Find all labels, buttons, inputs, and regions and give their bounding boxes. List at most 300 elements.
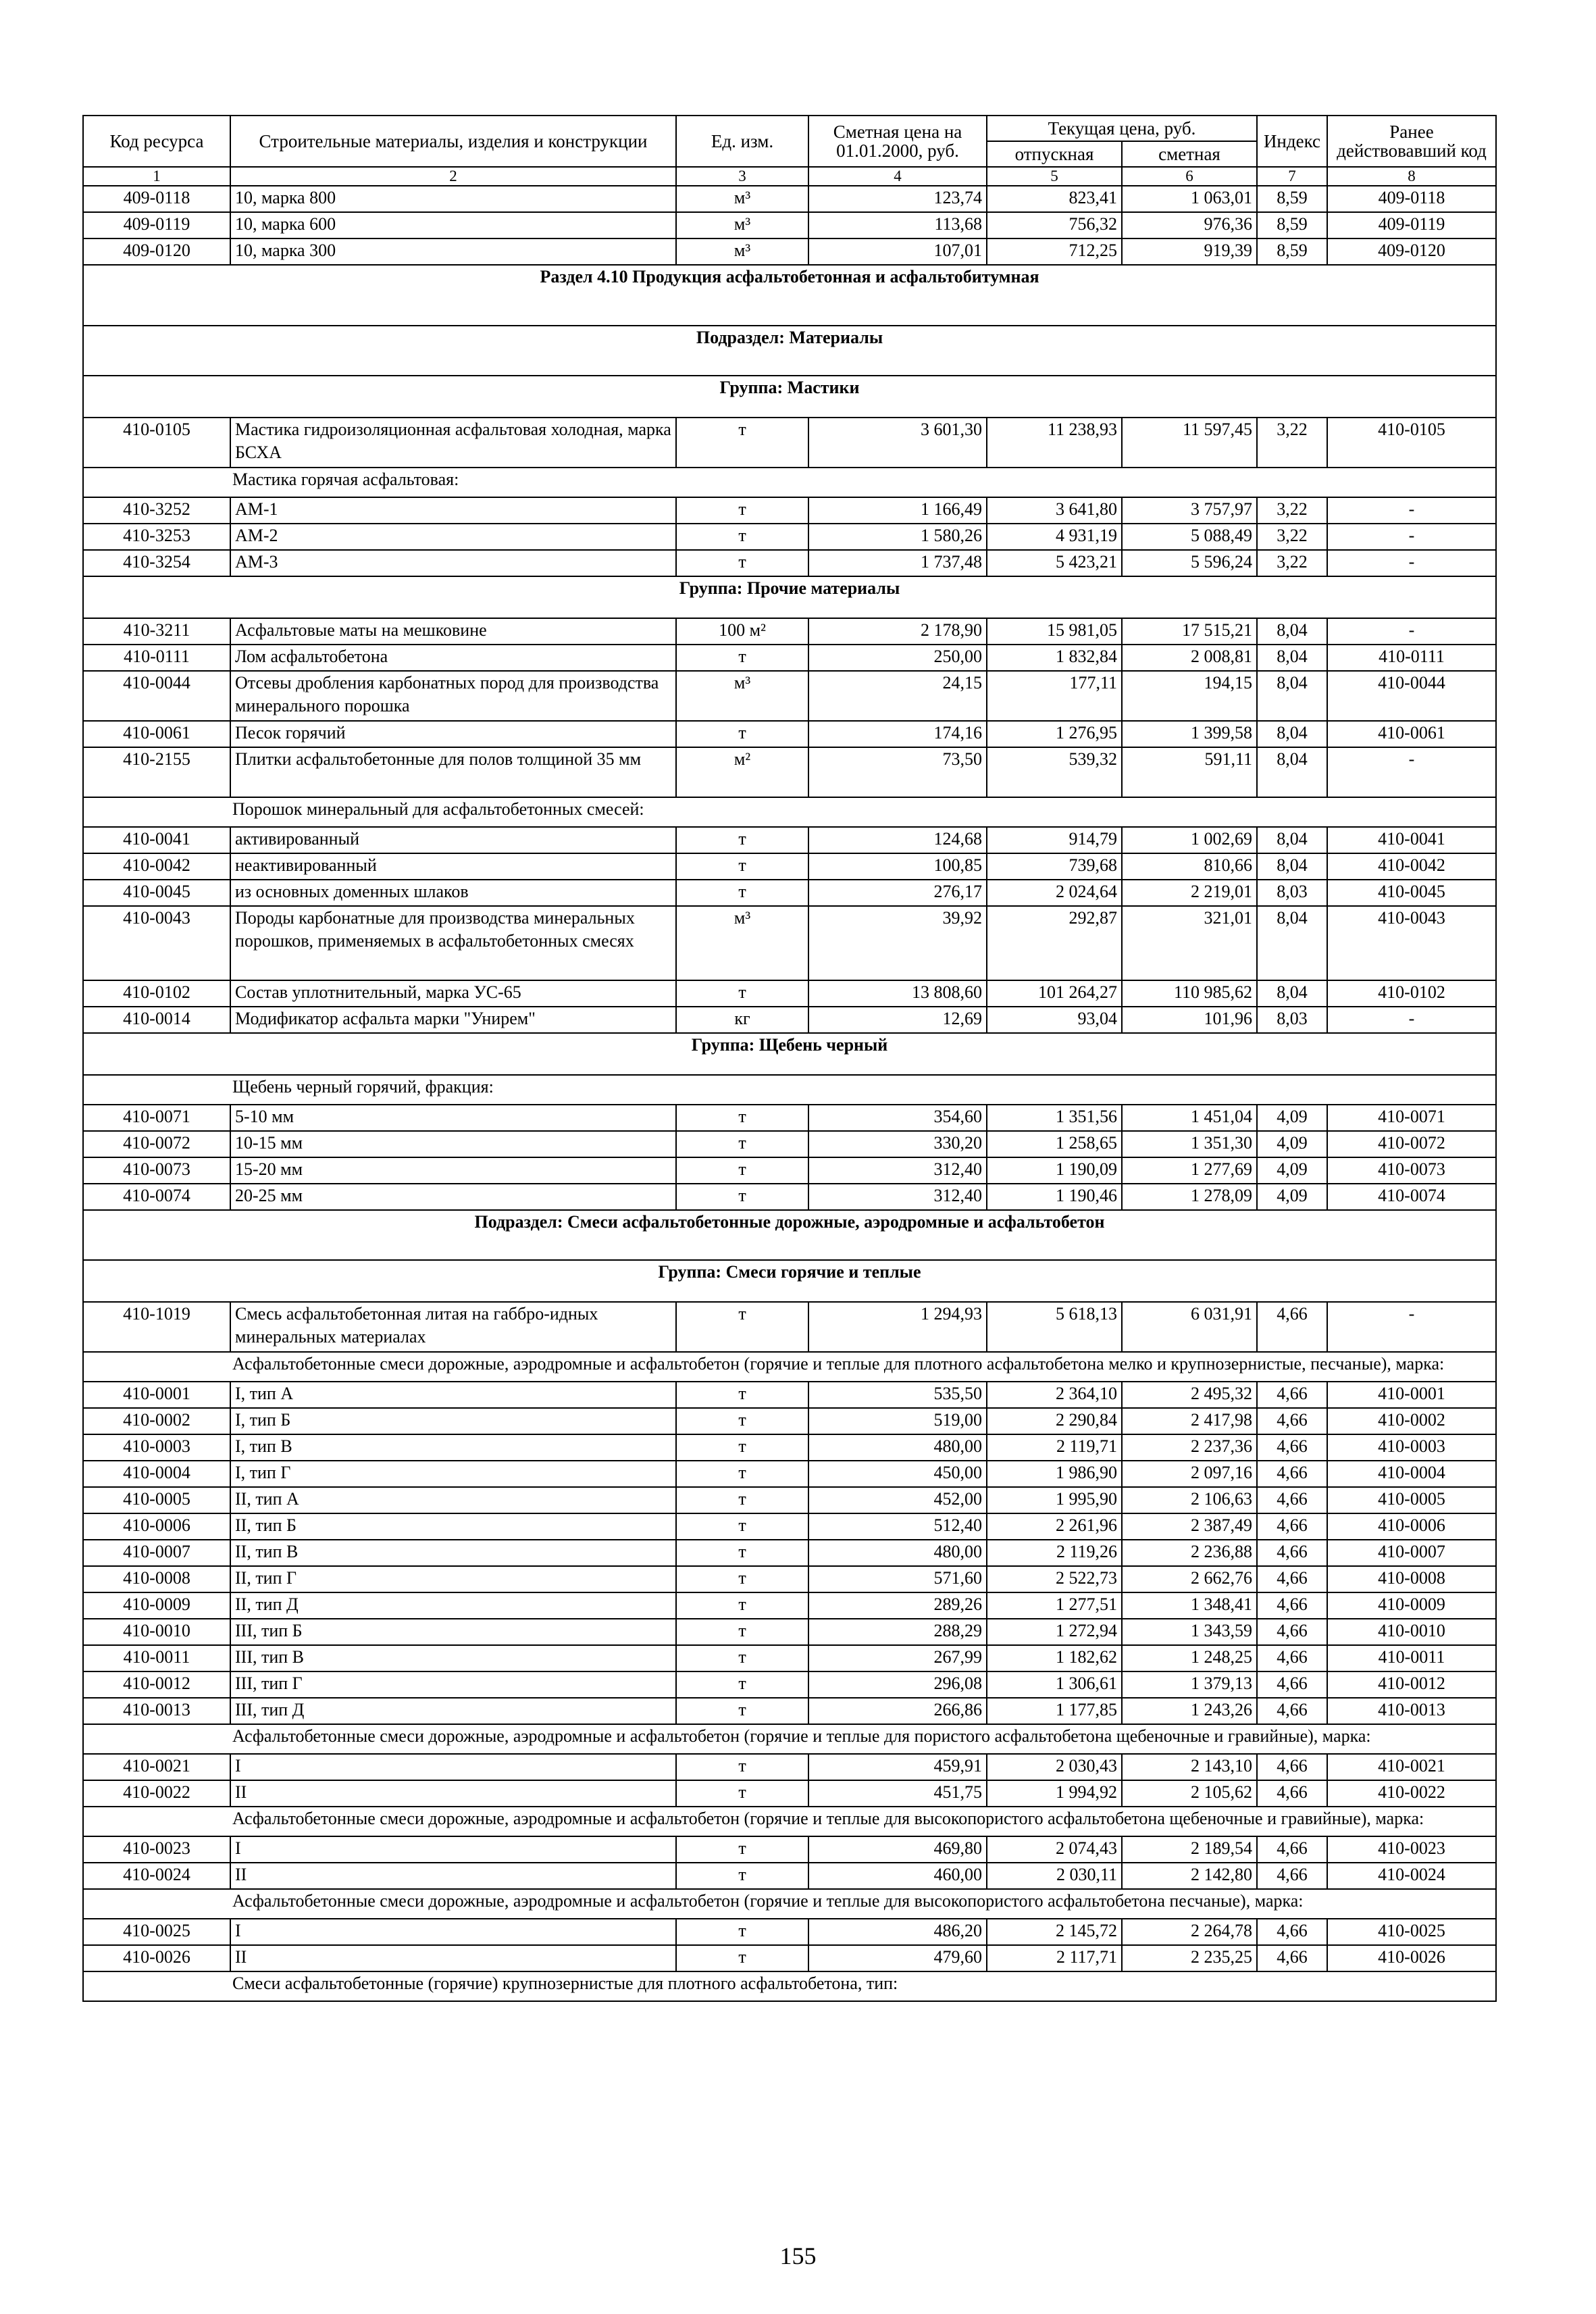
unit-of-measure: т [676,1671,808,1698]
old-code: 410-0072 [1327,1131,1496,1157]
base-price: 1 166,49 [808,497,987,524]
column-number: 2 [230,167,676,186]
estimate-price: 17 515,21 [1122,618,1257,645]
unit-of-measure: т [676,1105,808,1131]
resource-code: 410-0014 [83,1007,230,1033]
base-price: 479,60 [808,1945,987,1971]
price-index: 4,09 [1257,1184,1327,1210]
base-price: 267,99 [808,1645,987,1671]
estimate-price: 2 105,62 [1122,1780,1257,1807]
base-price: 288,29 [808,1619,987,1645]
base-price: 354,60 [808,1105,987,1131]
material-name: II, тип А [230,1487,676,1513]
base-price: 330,20 [808,1131,987,1157]
resource-code: 410-0105 [83,418,230,468]
table-row [83,880,1496,906]
price-index: 4,09 [1257,1157,1327,1184]
old-code: - [1327,1302,1496,1352]
old-code: 410-0026 [1327,1945,1496,1971]
old-code: 410-0006 [1327,1513,1496,1540]
unit-of-measure: т [676,1945,808,1971]
material-name: I, тип Б [230,1408,676,1434]
price-index: 4,66 [1257,1540,1327,1566]
column-number: 6 [1122,167,1257,186]
old-code: - [1327,747,1496,797]
group-row [83,1033,1496,1075]
table-row [83,1671,1496,1698]
table-row [83,645,1496,671]
material-name: Породы карбонатные для производства минеральных порошков, применяемых в асфальтобетонных смесях [230,906,676,980]
group-title: Группа: Мастики [83,376,1496,418]
price-index: 4,66 [1257,1863,1327,1889]
price-index: 8,04 [1257,980,1327,1007]
base-price: 39,92 [808,906,987,980]
release-price: 1 276,95 [987,721,1122,747]
old-code: 410-0061 [1327,721,1496,747]
caption-row [83,1971,1496,2001]
old-code: 410-0011 [1327,1645,1496,1671]
unit-of-measure: т [676,1157,808,1184]
release-price: 292,87 [987,906,1122,980]
column-number: 7 [1257,167,1327,186]
release-price: 2 030,43 [987,1754,1122,1780]
caption-row [83,1724,1496,1754]
old-code: - [1327,550,1496,576]
estimate-price: 810,66 [1122,853,1257,880]
price-index: 3,22 [1257,550,1327,576]
material-name: Плитки асфальтобетонные для полов толщиной 35 мм [230,747,676,797]
estimate-price: 2 097,16 [1122,1461,1257,1487]
resource-code: 410-0006 [83,1513,230,1540]
page-number: 155 [779,2242,817,2269]
material-name: I [230,1754,676,1780]
resource-code: 410-0012 [83,1671,230,1698]
price-index: 8,04 [1257,671,1327,721]
resource-code: 410-0005 [83,1487,230,1513]
base-price: 100,85 [808,853,987,880]
caption-row [83,797,1496,827]
material-name: Песок горячий [230,721,676,747]
release-price: 1 306,61 [987,1671,1122,1698]
old-code: 410-0001 [1327,1382,1496,1408]
caption-row [83,1075,1496,1105]
group-title: Группа: Прочие материалы [83,576,1496,618]
price-index: 4,09 [1257,1105,1327,1131]
unit-of-measure: т [676,827,808,853]
estimate-price: 1 351,30 [1122,1131,1257,1157]
base-price: 312,40 [808,1157,987,1184]
material-name: Лом асфальтобетона [230,645,676,671]
estimate-price: 2 236,88 [1122,1540,1257,1566]
caption-row [83,1352,1496,1382]
resource-code: 410-0111 [83,645,230,671]
old-code: 410-0105 [1327,418,1496,468]
release-price: 1 177,85 [987,1698,1122,1724]
table-row [83,212,1496,238]
table-header [83,116,1496,186]
material-name: II, тип Д [230,1592,676,1619]
group-title: Группа: Щебень черный [83,1033,1496,1075]
price-index: 4,66 [1257,1592,1327,1619]
estimate-price: 1 399,58 [1122,721,1257,747]
resource-code: 410-0013 [83,1698,230,1724]
old-code: - [1327,524,1496,550]
table-row [83,1157,1496,1184]
resource-code: 410-0072 [83,1131,230,1157]
header-base-price: Сметная цена на 01.01.2000, руб. [808,116,987,167]
estimate-price: 1 278,09 [1122,1184,1257,1210]
base-price: 312,40 [808,1184,987,1210]
unit-of-measure: т [676,1461,808,1487]
base-price: 459,91 [808,1754,987,1780]
old-code: 410-0022 [1327,1780,1496,1807]
release-price: 1 272,94 [987,1619,1122,1645]
release-price: 5 423,21 [987,550,1122,576]
estimate-price: 5 088,49 [1122,524,1257,550]
unit-of-measure: м² [676,747,808,797]
table-row [83,1105,1496,1131]
table-row [83,1592,1496,1619]
base-price: 1 294,93 [808,1302,987,1352]
column-number: 5 [987,167,1122,186]
table-row [83,1863,1496,1889]
column-numbers-row [83,167,1496,186]
old-code: 410-0005 [1327,1487,1496,1513]
resource-code: 410-0043 [83,906,230,980]
base-price: 250,00 [808,645,987,671]
price-index: 4,66 [1257,1566,1327,1592]
resource-code: 410-3252 [83,497,230,524]
material-name: III, тип Б [230,1619,676,1645]
table-row [83,1836,1496,1863]
base-price: 480,00 [808,1540,987,1566]
release-price: 2 117,71 [987,1945,1122,1971]
table-row [83,1698,1496,1724]
price-index: 4,66 [1257,1487,1327,1513]
price-index: 8,04 [1257,721,1327,747]
estimate-price: 976,36 [1122,212,1257,238]
unit-of-measure: т [676,1592,808,1619]
estimate-price: 2 008,81 [1122,645,1257,671]
table-row [83,1945,1496,1971]
table-row [83,618,1496,645]
old-code: 409-0119 [1327,212,1496,238]
material-name: АМ-3 [230,550,676,576]
base-price: 460,00 [808,1863,987,1889]
caption-text: Асфальтобетонные смеси дорожные, аэродромные и асфальтобетон (горячие и теплые для пористого асфальтобетона щебеночные и гравийные), марка: [83,1724,1496,1754]
unit-of-measure: т [676,1836,808,1863]
old-code: 410-0021 [1327,1754,1496,1780]
release-price: 2 522,73 [987,1566,1122,1592]
material-name: 15-20 мм [230,1157,676,1184]
price-index: 4,66 [1257,1945,1327,1971]
material-name: 10, марка 600 [230,212,676,238]
old-code: 410-0012 [1327,1671,1496,1698]
price-index: 4,66 [1257,1645,1327,1671]
estimate-price: 2 235,25 [1122,1945,1257,1971]
table-row [83,1487,1496,1513]
material-name: II, тип Г [230,1566,676,1592]
resource-code: 410-0044 [83,671,230,721]
column-number: 4 [808,167,987,186]
unit-of-measure: т [676,1863,808,1889]
material-name: II [230,1945,676,1971]
price-index: 4,66 [1257,1461,1327,1487]
price-index: 8,04 [1257,906,1327,980]
price-index: 4,66 [1257,1698,1327,1724]
estimate-price: 2 143,10 [1122,1754,1257,1780]
unit-of-measure: т [676,880,808,906]
base-price: 480,00 [808,1434,987,1461]
table-row [83,1382,1496,1408]
base-price: 123,74 [808,186,987,212]
price-index: 4,66 [1257,1434,1327,1461]
estimate-price: 321,01 [1122,906,1257,980]
resource-code: 410-0041 [83,827,230,853]
resource-code: 410-0007 [83,1540,230,1566]
base-price: 450,00 [808,1461,987,1487]
unit-of-measure: т [676,1919,808,1945]
resource-code: 409-0118 [83,186,230,212]
table-row [83,1007,1496,1033]
price-index: 4,66 [1257,1919,1327,1945]
price-index: 8,04 [1257,645,1327,671]
unit-of-measure: т [676,645,808,671]
material-name: 10, марка 300 [230,238,676,265]
resource-code: 410-1019 [83,1302,230,1352]
estimate-price: 110 985,62 [1122,980,1257,1007]
caption-text: Асфальтобетонные смеси дорожные, аэродромные и асфальтобетон (горячие и теплые для высокопористого асфальтобетона щебеночные и гравийные), марка: [83,1807,1496,1836]
resource-code: 410-0008 [83,1566,230,1592]
old-code: 410-0004 [1327,1461,1496,1487]
release-price: 2 074,43 [987,1836,1122,1863]
old-code: 410-0073 [1327,1157,1496,1184]
resource-code: 410-0074 [83,1184,230,1210]
estimate-price: 194,15 [1122,671,1257,721]
group-row [83,376,1496,418]
table-row [83,1461,1496,1487]
material-name: II, тип В [230,1540,676,1566]
estimate-price: 2 264,78 [1122,1919,1257,1945]
release-price: 2 364,10 [987,1382,1122,1408]
material-name: из основных доменных шлаков [230,880,676,906]
release-price: 2 145,72 [987,1919,1122,1945]
release-price: 1 986,90 [987,1461,1122,1487]
resource-code: 410-0002 [83,1408,230,1434]
base-price: 469,80 [808,1836,987,1863]
unit-of-measure: м³ [676,212,808,238]
resource-code: 410-0061 [83,721,230,747]
resource-code: 410-3253 [83,524,230,550]
material-name: 10, марка 800 [230,186,676,212]
old-code: 410-0008 [1327,1566,1496,1592]
estimate-price: 3 757,97 [1122,497,1257,524]
header-index: Индекс [1257,116,1327,167]
material-name: 5-10 мм [230,1105,676,1131]
unit-of-measure: т [676,550,808,576]
price-table [82,115,1497,2002]
estimate-price: 2 495,32 [1122,1382,1257,1408]
unit-of-measure: т [676,853,808,880]
old-code: 410-0002 [1327,1408,1496,1434]
unit-of-measure: т [676,1382,808,1408]
unit-of-measure: т [676,1184,808,1210]
old-code: 410-0074 [1327,1184,1496,1210]
resource-code: 410-0102 [83,980,230,1007]
unit-of-measure: т [676,497,808,524]
caption-text: Смеси асфальтобетонные (горячие) крупнозернистые для плотного асфальтобетона, тип: [83,1971,1496,2001]
section-row [83,265,1496,326]
old-code: - [1327,1007,1496,1033]
table-row [83,1754,1496,1780]
caption-text: Порошок минеральный для асфальтобетонных смесей: [83,797,1496,827]
old-code: - [1327,497,1496,524]
caption-text: Щебень черный горячий, фракция: [83,1075,1496,1105]
price-index: 8,59 [1257,212,1327,238]
material-name: Отсевы дробления карбонатных пород для производства минерального порошка [230,671,676,721]
header-release-price: отпускная [987,141,1122,167]
subsection-row [83,326,1496,376]
resource-code: 410-0071 [83,1105,230,1131]
base-price: 296,08 [808,1671,987,1698]
column-number: 8 [1327,167,1496,186]
table-row [83,1131,1496,1157]
estimate-price: 2 662,76 [1122,1566,1257,1592]
resource-code: 409-0119 [83,212,230,238]
estimate-price: 1 063,01 [1122,186,1257,212]
release-price: 2 261,96 [987,1513,1122,1540]
header-estimate-price: сметная [1122,141,1257,167]
estimate-price: 1 277,69 [1122,1157,1257,1184]
release-price: 15 981,05 [987,618,1122,645]
price-index: 4,66 [1257,1513,1327,1540]
material-name: II [230,1780,676,1807]
table-row [83,238,1496,265]
release-price: 93,04 [987,1007,1122,1033]
estimate-price: 1 451,04 [1122,1105,1257,1131]
base-price: 3 601,30 [808,418,987,468]
material-name: I, тип Г [230,1461,676,1487]
resource-code: 410-3211 [83,618,230,645]
release-price: 914,79 [987,827,1122,853]
caption-text: Асфальтобетонные смеси дорожные, аэродромные и асфальтобетон (горячие и теплые для плотного асфальтобетона мелко и крупнозернистые, песчаные), марка: [83,1352,1496,1382]
price-index: 4,66 [1257,1619,1327,1645]
price-index: 4,66 [1257,1408,1327,1434]
release-price: 1 832,84 [987,645,1122,671]
base-price: 452,00 [808,1487,987,1513]
old-code: 410-0111 [1327,645,1496,671]
table-row [83,1540,1496,1566]
release-price: 539,32 [987,747,1122,797]
release-price: 5 618,13 [987,1302,1122,1352]
release-price: 1 190,46 [987,1184,1122,1210]
material-name: Смесь асфальтобетонная литая на габбро-идных минеральных материалах [230,1302,676,1352]
table-row [83,1919,1496,1945]
estimate-price: 1 248,25 [1122,1645,1257,1671]
estimate-price: 2 417,98 [1122,1408,1257,1434]
price-index: 4,66 [1257,1780,1327,1807]
table-row [83,497,1496,524]
table-row [83,980,1496,1007]
unit-of-measure: т [676,418,808,468]
material-name: АМ-1 [230,497,676,524]
base-price: 13 808,60 [808,980,987,1007]
release-price: 712,25 [987,238,1122,265]
group-title: Группа: Смеси горячие и теплые [83,1260,1496,1302]
table-row [83,1513,1496,1540]
group-row [83,576,1496,618]
resource-code: 410-2155 [83,747,230,797]
old-code: 410-0045 [1327,880,1496,906]
table-row [83,1645,1496,1671]
unit-of-measure: кг [676,1007,808,1033]
caption-row [83,1807,1496,1836]
old-code: 409-0118 [1327,186,1496,212]
price-index: 8,03 [1257,1007,1327,1033]
resource-code: 410-0024 [83,1863,230,1889]
base-price: 24,15 [808,671,987,721]
price-index: 8,04 [1257,618,1327,645]
estimate-price: 1 379,13 [1122,1671,1257,1698]
old-code: 410-0102 [1327,980,1496,1007]
base-price: 1 737,48 [808,550,987,576]
material-name: I [230,1836,676,1863]
price-index: 8,59 [1257,238,1327,265]
release-price: 1 182,62 [987,1645,1122,1671]
release-price: 2 119,26 [987,1540,1122,1566]
base-price: 107,01 [808,238,987,265]
material-name: III, тип В [230,1645,676,1671]
table-row [83,906,1496,980]
base-price: 1 580,26 [808,524,987,550]
estimate-price: 6 031,91 [1122,1302,1257,1352]
old-code: 410-0071 [1327,1105,1496,1131]
old-code: 410-0024 [1327,1863,1496,1889]
price-index: 3,22 [1257,497,1327,524]
release-price: 11 238,93 [987,418,1122,468]
section-title: Раздел 4.10 Продукция асфальтобетонная и асфальтобитумная [83,265,1496,326]
unit-of-measure: м³ [676,186,808,212]
price-index: 8,04 [1257,827,1327,853]
old-code: 410-0042 [1327,853,1496,880]
release-price: 756,32 [987,212,1122,238]
old-code: 410-0044 [1327,671,1496,721]
estimate-price: 5 596,24 [1122,550,1257,576]
unit-of-measure: т [676,524,808,550]
table-row [83,853,1496,880]
resource-code: 410-0023 [83,1836,230,1863]
base-price: 124,68 [808,827,987,853]
estimate-price: 11 597,45 [1122,418,1257,468]
price-index: 8,04 [1257,747,1327,797]
release-price: 1 994,92 [987,1780,1122,1807]
release-price: 2 030,11 [987,1863,1122,1889]
base-price: 519,00 [808,1408,987,1434]
resource-code: 410-0010 [83,1619,230,1645]
table-row [83,827,1496,853]
resource-code: 410-0026 [83,1945,230,1971]
table-body [83,186,1496,2001]
resource-code: 410-0003 [83,1434,230,1461]
base-price: 73,50 [808,747,987,797]
release-price: 2 119,71 [987,1434,1122,1461]
unit-of-measure: 100 м² [676,618,808,645]
table-row [83,721,1496,747]
release-price: 2 024,64 [987,880,1122,906]
column-number: 1 [83,167,230,186]
release-price: 3 641,80 [987,497,1122,524]
price-index: 4,66 [1257,1671,1327,1698]
